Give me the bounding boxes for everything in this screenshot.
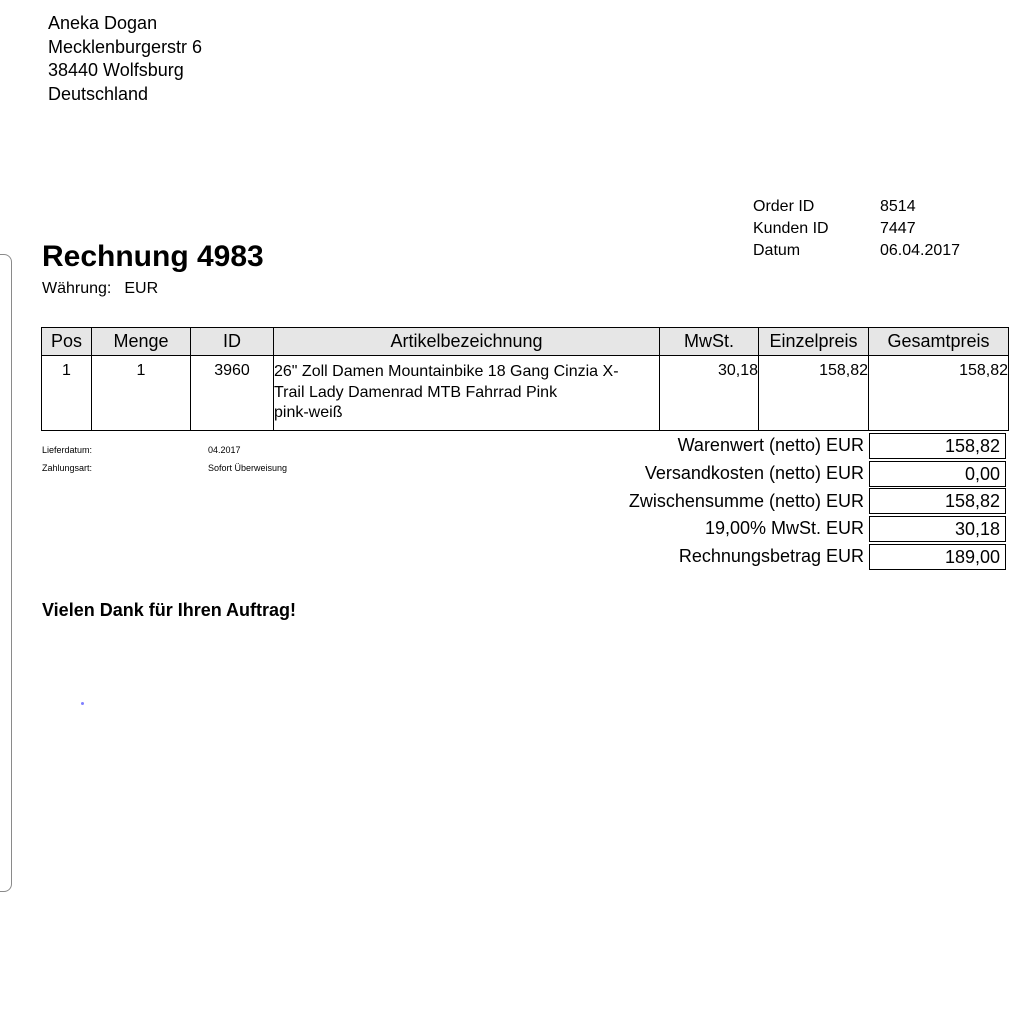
cell-description — [274, 356, 660, 431]
header-quantity: Menge — [92, 328, 191, 356]
cell-pos: 1 — [42, 356, 92, 431]
meta-row-date — [753, 240, 960, 262]
thank-you-message: Vielen Dank für Ihren Auftrag! — [42, 600, 297, 620]
header-id: ID — [191, 328, 274, 356]
cell-unit-price: 158,82 — [759, 356, 869, 431]
recipient-address — [48, 12, 202, 106]
currency-line — [42, 280, 158, 298]
side-bracket-decoration — [0, 254, 12, 892]
meta-row-customer-id — [753, 218, 960, 240]
totals-value-subtotal: 158,82 — [869, 488, 1006, 514]
totals-label-shipping: Versandkosten (netto) EUR — [644, 463, 864, 483]
items-table — [41, 327, 1009, 431]
cell-total-price: 158,82 — [869, 356, 1009, 431]
totals-value-shipping: 0,00 — [869, 461, 1006, 487]
invoice-title: Rechnung 4983 — [42, 240, 264, 273]
header-pos: Pos — [42, 328, 92, 356]
recipient-country: Deutschland — [48, 83, 149, 104]
meta-label: Kunden ID — [753, 220, 829, 237]
meta-row-order-id — [753, 196, 960, 218]
description-line: pink-weiß — [274, 404, 343, 421]
meta-value: 8514 — [880, 198, 916, 215]
meta-value: 06.04.2017 — [880, 242, 961, 259]
payment-method-label: Zahlungsart: — [42, 463, 93, 473]
currency-value: EUR — [124, 280, 159, 297]
payment-method-value: Sofort Überweisung — [208, 463, 288, 473]
recipient-street: Mecklenburgerstr 6 — [48, 36, 203, 57]
header-vat: MwSt. — [660, 328, 759, 356]
description-line: Trail Lady Damenrad MTB Fahrrad Pink — [274, 383, 558, 401]
description-line: 26" Zoll Damen Mountainbike 18 Gang Cinzia X- — [274, 363, 619, 380]
cell-id: 3960 — [191, 356, 274, 431]
meta-label: Datum — [753, 242, 801, 259]
totals-value-net-goods: 158,82 — [869, 433, 1006, 459]
recipient-name: Aneka Dogan — [48, 13, 158, 33]
header-description: Artikelbezeichnung — [274, 328, 660, 356]
recipient-city: 38440 Wolfsburg — [48, 60, 184, 80]
totals-label-vat: 19,00% MwSt. EUR — [704, 518, 864, 538]
table-header-row — [42, 328, 1009, 356]
cell-vat: 30,18 — [660, 356, 759, 431]
totals-label-invoice-amount: Rechnungsbetrag EUR — [678, 546, 864, 566]
cell-quantity: 1 — [92, 356, 191, 431]
order-meta — [753, 196, 960, 262]
delivery-date-label: Lieferdatum: — [42, 445, 93, 455]
currency-label: Währung: — [42, 280, 112, 297]
totals-label-subtotal: Zwischensumme (netto) EUR — [628, 491, 864, 511]
totals-label-net-goods: Warenwert (netto) EUR — [677, 435, 864, 455]
meta-value: 7447 — [880, 220, 916, 237]
totals-value-invoice-amount: 189,00 — [869, 544, 1006, 570]
header-unit-price: Einzelpreis — [759, 328, 869, 356]
meta-label: Order ID — [753, 198, 815, 215]
table-row — [42, 356, 1009, 431]
totals-value-vat: 30,18 — [869, 516, 1006, 542]
stray-dot-mark — [81, 702, 84, 705]
header-total-price: Gesamtpreis — [869, 328, 1009, 356]
delivery-date-value: 04.2017 — [208, 445, 241, 455]
